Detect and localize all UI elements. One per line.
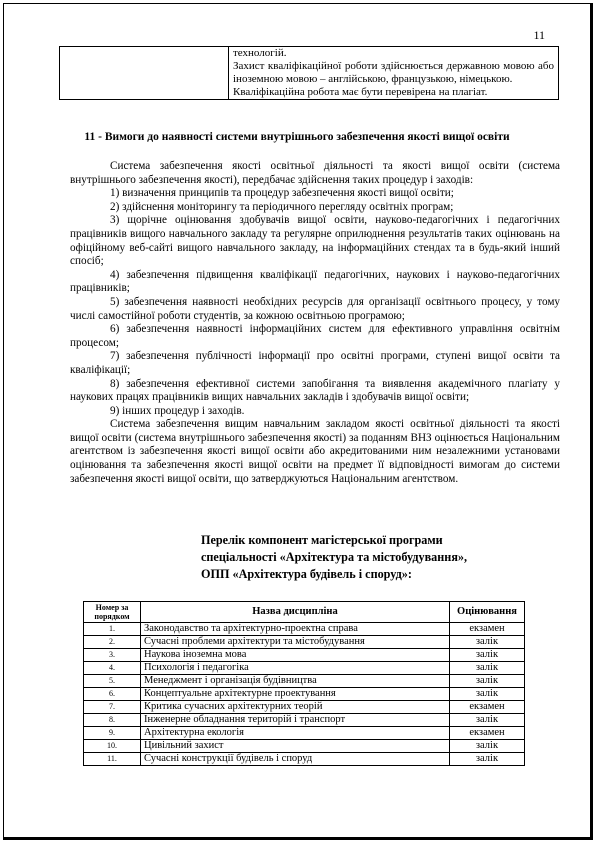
row-number: 8. [84,714,141,727]
row-grade: екзамен [450,727,525,740]
paragraph: 1) визначення принципів та процедур забезпечення якості вищої освіти; [110,187,454,200]
table-text-line: технологій. [233,47,287,59]
row-subject-name: Інженерне обладнання територій і транспорт [141,714,450,727]
row-number: 6. [84,688,141,701]
row-subject-name: Сучасні проблеми архітектури та містобудування [141,636,450,649]
header-number: Номер за порядком [84,602,141,623]
table-text-line: Захист кваліфікаційної роботи здійснюється державною мовою або іноземною мовою – англійською, французькою, німецькою. [233,60,554,85]
table-cell-content [229,47,559,100]
list-title-line: спеціальності «Архітектура та містобудування», [201,550,468,564]
table-row [84,727,525,740]
row-number: 5. [84,675,141,688]
table-row [84,636,525,649]
row-subject-name: Наукова іноземна мова [141,649,450,662]
row-grade: залік [450,688,525,701]
row-subject-name: Законодавство та архітектурно-проектна справа [141,623,450,636]
paragraph: 8) забезпечення ефективної системи запобігання та виявлення академічного плагіату у наукових працях працівників вищих навчальних закладів і здобувачів вищої освіти; [70,377,560,404]
row-number: 3. [84,649,141,662]
paragraph: 6) забезпечення наявності інформаційних систем для ефективного управління освітнім процесом; [70,323,560,349]
row-number: 4. [84,662,141,675]
document-page [3,3,593,840]
table-row [60,47,559,100]
table-text-line: Кваліфікаційна робота має бути перевірена на плагіат. [233,86,488,98]
row-subject-name: Концептуальне архітектурне проектування [141,688,450,701]
row-number: 10. [84,740,141,753]
header-grade: Оцінювання [450,602,525,623]
row-grade: залік [450,740,525,753]
paragraph: 5) забезпечення наявності необхідних ресурсів для організації освітнього процесу, у тому числі самостійної роботи студентів, за кожною освітньою програмою; [70,295,560,322]
row-subject-name: Критика сучасних архітектурних теорій [141,701,450,714]
paragraph: 9) інших процедур і заходів. [110,404,245,417]
row-number: 11. [84,753,141,766]
paragraph: 2) здійснення моніторингу та періодичного перегляду освітніх програм; [110,200,454,213]
row-subject-name: Архітектурна екологія [141,727,450,740]
table-header-row [84,602,525,623]
row-grade: залік [450,753,525,766]
subjects-table-body [84,623,525,766]
subjects-table [83,601,525,766]
row-grade: залік [450,662,525,675]
paragraph: Система забезпечення вищим навчальним закладом якості освітньої діяльності та якості вищої освіти (система внутрішнього забезпечення якості) за поданням ВНЗ оцінюється Національним агентством із забезпечення якості вищої освіти або акредитованими ним незалежними установами оцінювання та забезпечення якості вищої освіти на предмет її відповідності вимогам до системи забезпечення якості вищої освіти, що затверджуються Національним агентством. [70,418,560,485]
row-number: 1. [84,623,141,636]
row-grade: залік [450,649,525,662]
table-cell-empty [60,47,229,100]
table-row [84,740,525,753]
table-row [84,688,525,701]
row-subject-name: Сучасні конструкції будівель і споруд [141,753,450,766]
paragraph: Система забезпечення якості освітньої діяльності та якості вищої освіти (система внутрішнього забезпечення якості), передбачає здійснення таких процедур і заходів: [70,160,560,186]
table-row [84,623,525,636]
table-row [84,714,525,727]
section-heading: 11 - Вимоги до наявності системи внутрішнього забезпечення якості вищої освіти [84,131,510,143]
top-table-continuation [59,46,559,100]
list-title-line: Перелік компонент магістерської програми [201,533,443,547]
page-number: 11 [533,28,545,42]
row-grade: екзамен [450,701,525,714]
row-subject-name: Цивільний захист [141,740,450,753]
row-grade: залік [450,675,525,688]
table-row [84,649,525,662]
row-number: 9. [84,727,141,740]
paragraph: 7) забезпечення публічності інформації про освітні програми, ступені вищої освіти та кваліфікації; [70,350,560,376]
list-title-line: ОПП «Архітектура будівель і споруд»: [201,567,412,581]
section-body [70,160,560,486]
row-number: 2. [84,636,141,649]
row-subject-name: Психологія і педагогіка [141,662,450,675]
table-row [84,662,525,675]
row-grade: залік [450,636,525,649]
list-title [201,532,467,583]
row-number: 7. [84,701,141,714]
table-row [84,675,525,688]
paragraph: 3) щорічне оцінювання здобувачів вищої освіти, науково-педагогічних і педагогічних працівників вищого навчального закладу та регулярне оприлюднення результатів таких оцінювань на офіційному веб-сайті вищого навчального закладу, на інформаційних стендах та в будь-який інший спосіб; [70,214,560,268]
table-row [84,753,525,766]
paragraph: 4) забезпечення підвищення кваліфікації педагогічних, наукових і науково-педагогічних працівників; [70,268,560,295]
table-row [84,701,525,714]
row-subject-name: Менеджмент і організація будівництва [141,675,450,688]
row-grade: залік [450,714,525,727]
row-grade: екзамен [450,623,525,636]
header-name: Назва дисципліна [141,602,450,623]
